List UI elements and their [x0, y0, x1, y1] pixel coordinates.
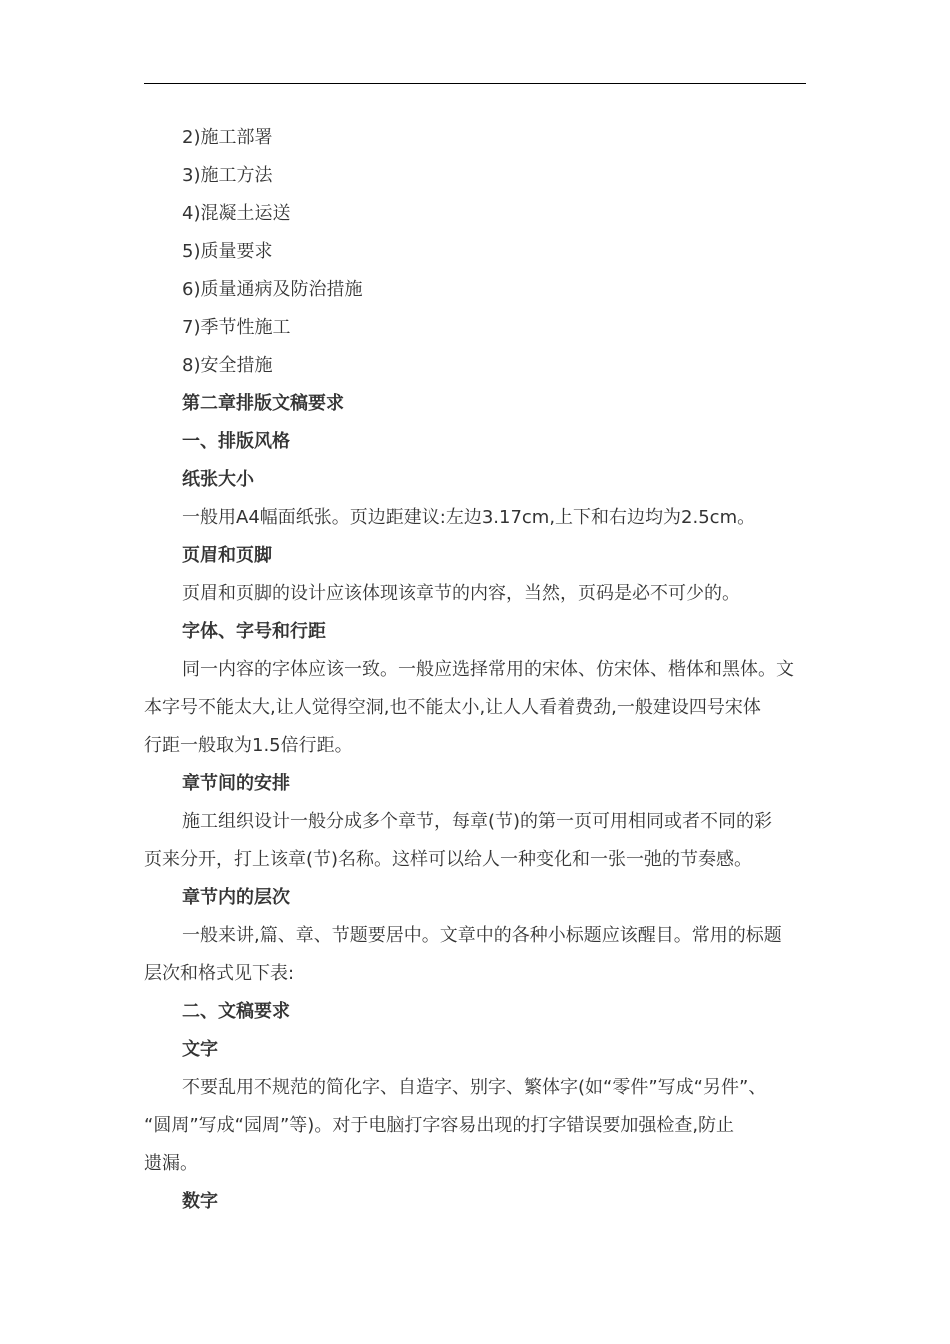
list-item: 4)混凝土运送 — [182, 203, 291, 224]
subsection-heading: 章节间的安排 — [182, 773, 290, 794]
paragraph-line: 层次和格式见下表: — [144, 963, 295, 984]
subsection-heading: 数字 — [182, 1191, 218, 1212]
subsection-heading: 纸张大小 — [182, 469, 254, 490]
paragraph-line: 一般来讲,篇、章、节题要居中。文章中的各种小标题应该醒目。常用的标题 — [182, 925, 782, 946]
paragraph-line: 一般用A4幅面纸张。页边距建议:左边3.17cm,上下和右边均为2.5cm。 — [182, 507, 756, 528]
list-item: 5)质量要求 — [182, 241, 273, 262]
paragraph-line: 同一内容的字体应该一致。一般应选择常用的宋体、仿宋体、楷体和黑体。文 — [182, 659, 794, 680]
subsection-heading: 文字 — [182, 1039, 218, 1060]
paragraph-line: 遗漏。 — [144, 1153, 198, 1174]
list-item: 2)施工部署 — [182, 127, 273, 148]
paragraph-line: 不要乱用不规范的简化字、自造字、别字、繁体字(如“零件”写成“另件”、 — [182, 1077, 767, 1098]
list-item: 3)施工方法 — [182, 165, 273, 186]
subsection-heading: 页眉和页脚 — [182, 545, 272, 566]
list-item: 6)质量通病及防治措施 — [182, 279, 363, 300]
list-item: 7)季节性施工 — [182, 317, 291, 338]
section-title: 二、文稿要求 — [182, 1001, 290, 1022]
header-rule — [144, 83, 806, 84]
list-item: 8)安全措施 — [182, 355, 273, 376]
paragraph-line: “圆周”写成“园周”等)。对于电脑打字容易出现的打字错误要加强检查,防止 — [144, 1115, 735, 1136]
paragraph-line: 页眉和页脚的设计应该体现该章节的内容，当然，页码是必不可少的。 — [182, 583, 740, 604]
subsection-heading: 字体、字号和行距 — [182, 621, 326, 642]
paragraph-line: 施工组织设计一般分成多个章节，每章(节)的第一页可用相同或者不同的彩 — [182, 811, 773, 832]
subsection-heading: 章节内的层次 — [182, 887, 290, 908]
paragraph-line: 行距一般取为1.5倍行距。 — [144, 735, 353, 756]
paragraph-line: 页来分开，打上该章(节)名称。这样可以给人一种变化和一张一弛的节奏感。 — [144, 849, 753, 870]
document-body — [144, 119, 806, 1221]
paragraph-line: 本字号不能太大,让人觉得空洞,也不能太小,让人人看着费劲,一般建设四号宋体 — [144, 697, 761, 718]
chapter-title: 第二章排版文稿要求 — [182, 393, 344, 414]
section-title: 一、排版风格 — [182, 431, 290, 452]
